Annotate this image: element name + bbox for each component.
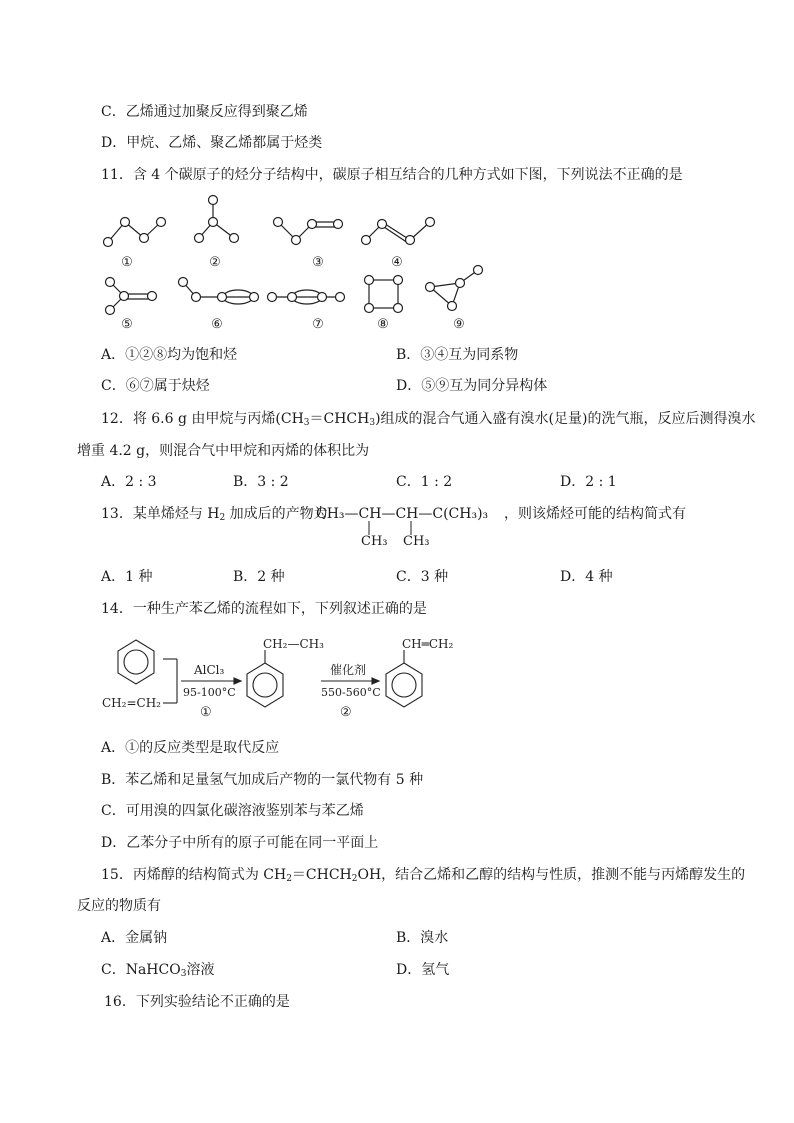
q12-option-b: B．3 : 2: [233, 474, 289, 490]
q13-branch-methyl-1: CH₃: [361, 534, 388, 549]
structure-label-3: ③: [312, 255, 324, 270]
q12-stem-line1: 12．将 6.6 g 由甲烷与丙烯$(CH_3=CHCH_3)$组成的混合气通入盛有溴水(足量)的洗气瓶，反应后测得溴水: [101, 411, 756, 428]
ethyl-group: CH₂—CH₃: [263, 637, 324, 651]
q15-stem-line2: 反应的物质有: [77, 898, 161, 914]
q13-option-b: B．2 种: [233, 569, 285, 585]
step2-catalyst: 催化剂: [330, 663, 367, 677]
structure-label-9: ⑨: [453, 317, 465, 332]
q15-option-a: A．金属钠: [101, 930, 168, 946]
structure-label-8: ⑧: [377, 317, 389, 332]
structure-label-2: ②: [209, 255, 221, 270]
q10-option-c: C．乙烯通过加聚反应得到聚乙烯: [101, 104, 308, 120]
q15-option-c: C．NaHCO$_3$溶液: [101, 962, 215, 979]
structure-label-6: ⑥: [211, 317, 223, 332]
structure-label-7: ⑦: [312, 317, 324, 332]
benzene-ring-3: [386, 663, 422, 707]
q14-option-d: D．乙苯分子中所有的原子可能在同一平面上: [101, 835, 379, 851]
q15-stem-line1: 15．丙烯醇的结构简式为 $CH_2=CHCH_2OH$，结合乙烯和乙醇的结构与性质，推测不能与丙烯醇发生的: [101, 867, 746, 884]
q14-option-c: C．可用溴的四氯化碳溶液鉴别苯与苯乙烯: [101, 803, 364, 819]
step2-temperature: 550-560°C: [321, 686, 381, 699]
q11-option-d: D．⑤⑨互为同分异构体: [396, 378, 548, 394]
q14-stem: 14．一种生产苯乙烯的流程如下，下列叙述正确的是: [101, 601, 427, 617]
q11-stem: 11．含 4 个碳原子的烃分子结构中，碳原子相互结合的几种方式如下图，下列说法不正确的是: [101, 167, 683, 183]
q13-stem-post: ，则该烯烃可能的结构简式有: [504, 506, 686, 522]
q15-option-b: B．溴水: [396, 930, 449, 946]
q11-option-b: B．③④互为同系物: [396, 347, 519, 363]
q11-option-c: C．⑥⑦属于炔烃: [101, 378, 210, 394]
q10-option-d: D．甲烷、乙烯、聚乙烯都属于烃类: [101, 135, 323, 151]
q13-stem-pre: 13．某单烯烃与 $H_2$ 加成后的产物为: [101, 506, 328, 523]
q13-product-formula: CH₃—CH—CH—C(CH₃)₃: [316, 506, 489, 522]
q12-option-c: C．1 : 2: [396, 474, 453, 490]
step2-label: ②: [340, 705, 352, 720]
q14-option-b: B．苯乙烯和足量氢气加成后产物的一氯代物有 5 种: [101, 772, 424, 788]
step1-label: ①: [200, 705, 212, 720]
structure-label-5: ⑤: [121, 317, 133, 332]
benzene-ring-1: [118, 640, 154, 684]
alcl3-catalyst: AlCl₃: [194, 663, 225, 677]
structure-label-4: ④: [391, 255, 403, 270]
q13-branch-methyl-2: CH₃: [403, 534, 430, 549]
ethylene-reagent: CH₂=CH₂: [102, 696, 161, 710]
q11-option-a: A．①②⑧均为饱和烃: [101, 347, 238, 363]
vinyl-group: CH═CH₂: [402, 637, 454, 651]
q16-stem: 16．下列实验结论不正确的是: [104, 994, 290, 1010]
q12-option-a: A．2 : 3: [101, 474, 157, 490]
step1-temperature: 95-100°C: [183, 686, 236, 699]
structure-label-1: ①: [121, 255, 133, 270]
q13-option-c: C．3 种: [396, 569, 449, 585]
q13-option-d: D．4 种: [560, 569, 613, 585]
benzene-ring-2: [247, 663, 283, 707]
q15-option-d: D．氢气: [396, 962, 450, 978]
q12-stem-line2: 增重 4.2 g，则混合气中甲烷和丙烯的体积比为: [77, 443, 370, 459]
q14-option-a: A．①的反应类型是取代反应: [101, 740, 280, 756]
q13-option-a: A．1 种: [101, 569, 153, 585]
q12-option-d: D．2 : 1: [560, 474, 617, 490]
